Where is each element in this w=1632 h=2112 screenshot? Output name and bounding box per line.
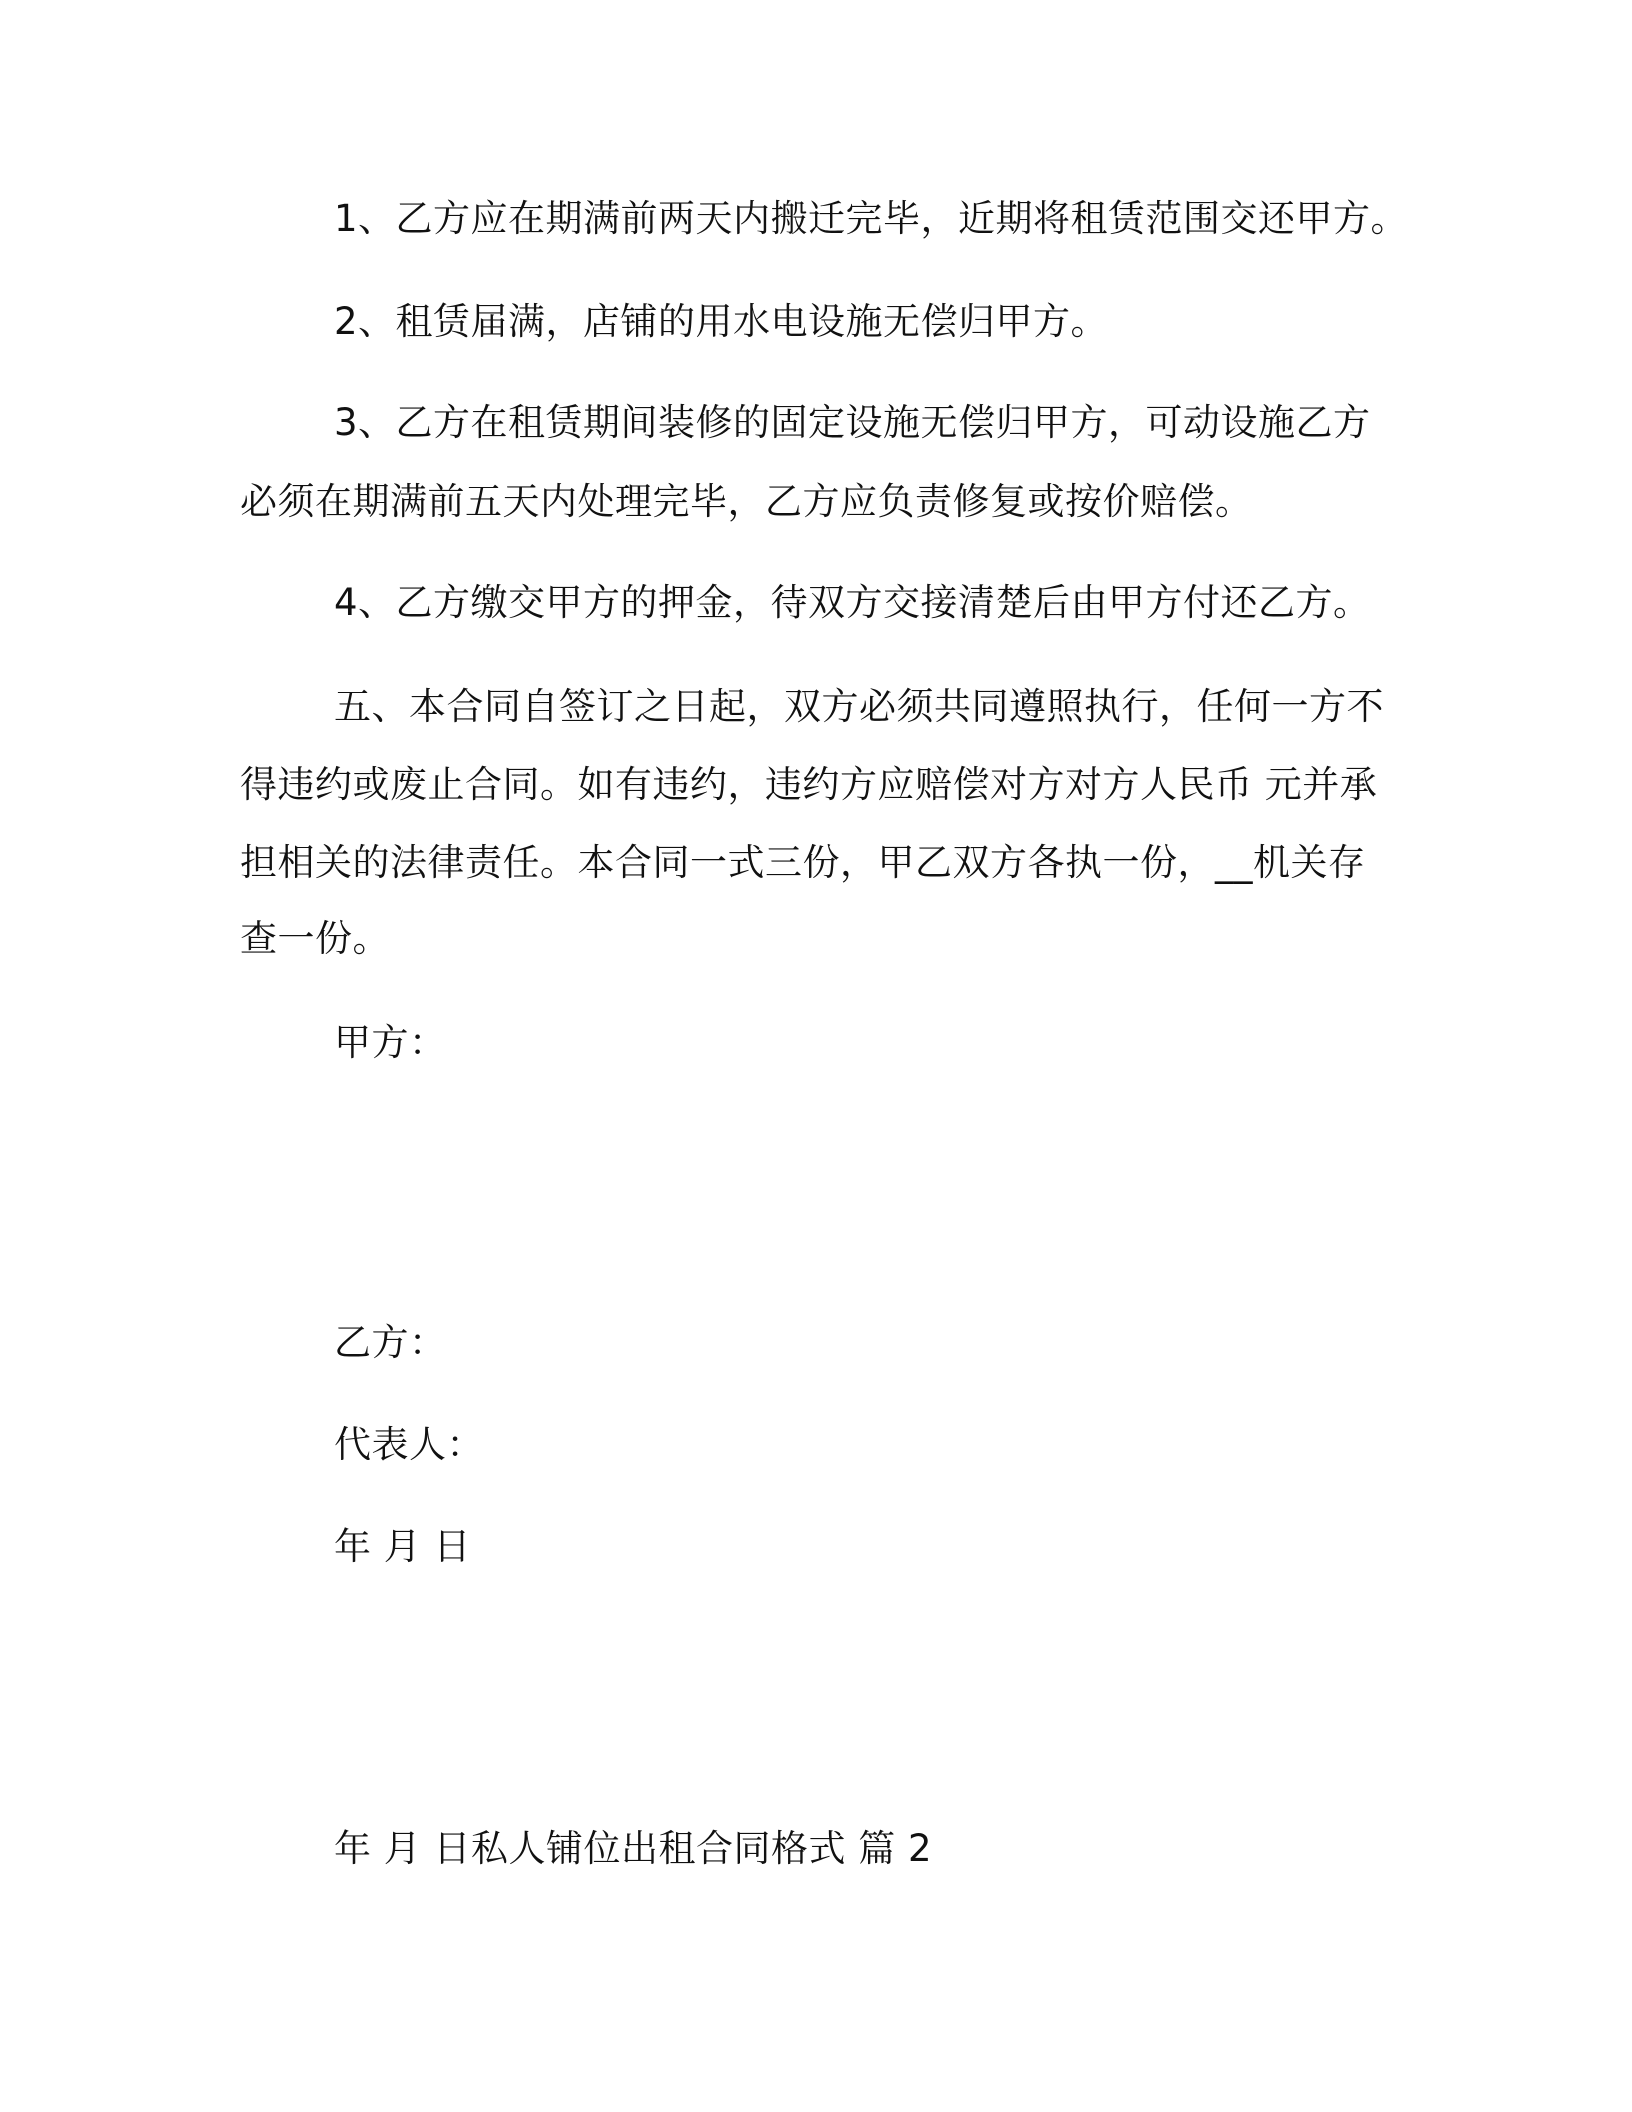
clause-3-line-1: 3、乙方在租赁期间装修的固定设施无偿归甲方，可动设施乙方 (334, 401, 1371, 444)
clause-1: 1、乙方应在期满前两天内搬迁完毕，近期将租赁范围交还甲方。 (334, 197, 1409, 240)
section-5-line-3: 担相关的法律责任。本合同一式三份，甲乙双方各执一份，__机关存 (240, 841, 1366, 884)
clause-3-line-2: 必须在期满前五天内处理完毕，乙方应负责修复或按价赔偿。 (240, 480, 1253, 523)
party-a-label: 甲方： (334, 1021, 447, 1064)
representative-label: 代表人： (334, 1423, 484, 1466)
clause-2: 2、租赁届满，店铺的用水电设施无偿归甲方。 (334, 300, 1109, 343)
section-5-line-1: 五、本合同自签订之日起，双方必须共同遵照执行，任何一方不 (334, 685, 1384, 728)
party-b-label: 乙方： (334, 1321, 447, 1364)
section-5-line-4: 查一份。 (240, 917, 390, 960)
next-contract-title: 年 月 日私人铺位出租合同格式 篇 2 (334, 1827, 933, 1870)
date-line: 年 月 日 (334, 1525, 472, 1568)
clause-4: 4、乙方缴交甲方的押金，待双方交接清楚后由甲方付还乙方。 (334, 581, 1371, 624)
section-5-line-2: 得违约或废止合同。如有违约，违约方应赔偿对方对方人民币 元并承 (240, 763, 1378, 806)
